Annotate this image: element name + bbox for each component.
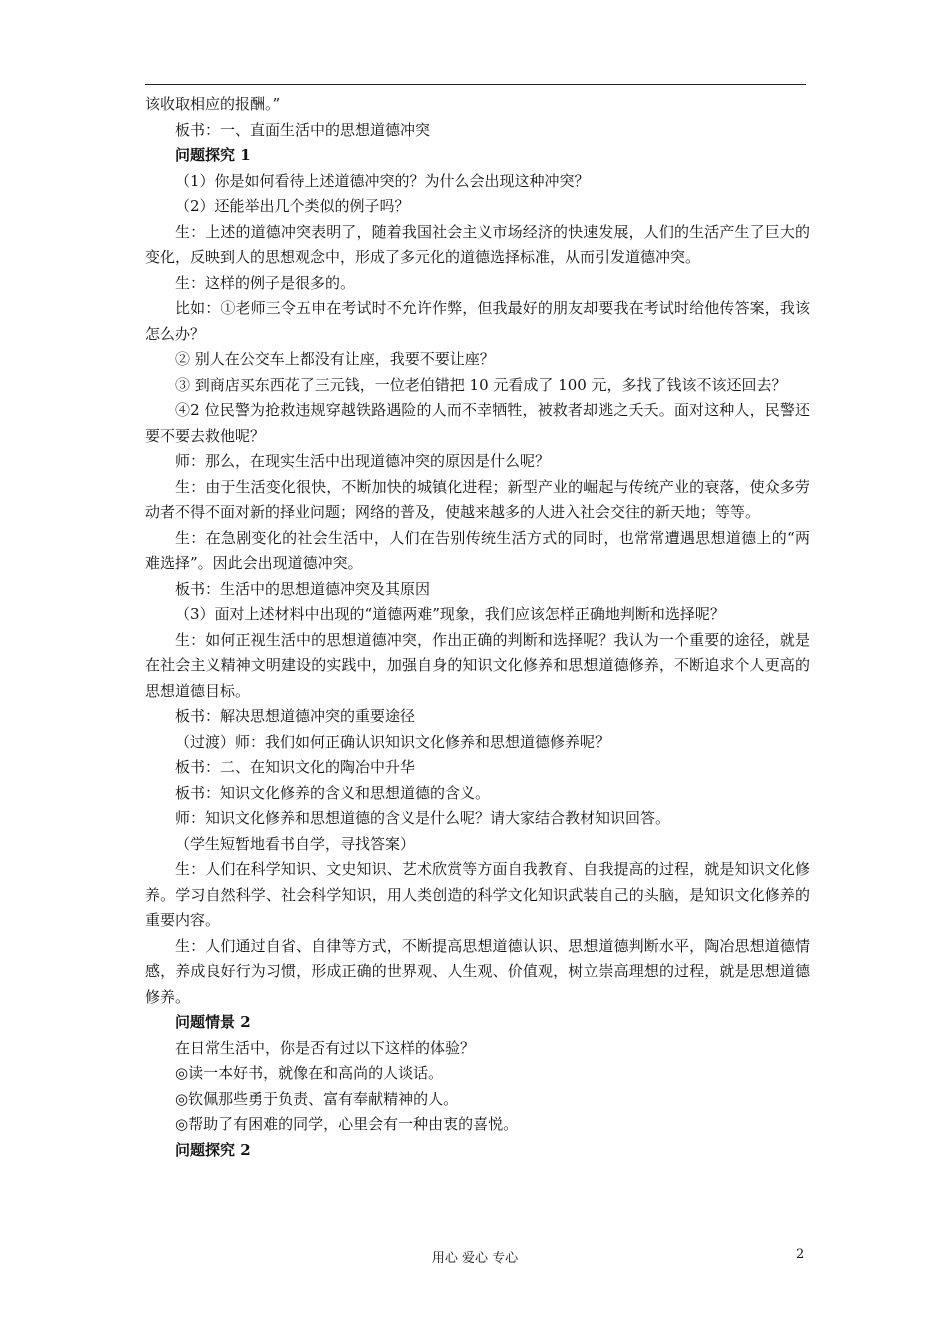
page-number: 2 (796, 1247, 805, 1262)
paragraph: （学生短暂地看书自学，寻找答案） (175, 834, 416, 853)
paragraph: 在日常生活中，你是否有过以下这样的体验？ (175, 1038, 476, 1057)
paragraph: 生：人们在科学知识、文史知识、艺术欣赏等方面自我教育、自我提高的过程，就是知识文化修养。学习自然科学、社会科学知识，用人类创造的科学文化知识武装自己的头脑，是知识文化修养的重要内容。 (145, 860, 810, 929)
paragraph: ◎帮助了有困难的同学，心里会有一种由衷的喜悦。 (175, 1115, 519, 1133)
paragraph: ④2 位民警为抢救违规穿越铁路遇险的人而不幸牺牲，被救者却逃之夭夭。面对这种人，民警还要不要去救他呢？ (145, 401, 810, 445)
document-body (145, 92, 810, 1163)
footer-slogan: 用心 爱心 专心 (431, 1251, 519, 1266)
paragraph: 生：在急剧变化的社会生活中，人们在告别传统生活方式的同时，也常常遭遇思想道德上的“两难选择”。因此会出现道德冲突。 (145, 528, 810, 572)
paragraph: 师：知识文化修养和思想道德的含义是什么呢？请大家结合教材知识回答。 (175, 809, 671, 827)
paragraph: 板书：知识文化修养的含义和思想道德的含义。 (175, 783, 491, 802)
paragraph: ◎读一本好书，就像在和高尚的人谈话。 (175, 1064, 444, 1082)
paragraph: （过渡）师：我们如何正确认识知识文化修养和思想道德修养呢？ (175, 732, 611, 751)
paragraph: 生：上述的道德冲突表明了，随着我国社会主义市场经济的快速发展，人们的生活产生了巨大的变化，反映到人的思想观念中，形成了多元化的道德选择标准，从而引发道德冲突。 (145, 222, 810, 266)
paragraph: 板书：一、直面生活中的思想道德冲突 (175, 120, 431, 139)
paragraph: 生：这样的例子是很多的。 (175, 273, 356, 292)
paragraph: 比如：①老师三令五申在考试时不允许作弊，但我最好的朋友却要我在考试时给他传答案，我该怎么办？ (145, 299, 810, 343)
paragraph: ② 别人在公交车上都没有让座，我要不要让座？ (175, 350, 495, 368)
paragraph: ◎钦佩那些勇于负责、富有奉献精神的人。 (175, 1089, 459, 1108)
paragraph: 生：由于生活变化很快，不断加快的城镇化进程；新型产业的崛起与传统产业的衰落，使众多劳动者不得不面对新的择业问题；网络的普及，使越来越多的人进入社会交往的新天地；等等。 (145, 477, 810, 521)
paragraph: 板书：生活中的思想道德冲突及其原因 (175, 579, 431, 598)
header-rule (145, 84, 806, 85)
paragraph: （3）面对上述材料中出现的“道德两难”现象，我们应该怎样正确地判断和选择呢？ (175, 605, 725, 623)
paragraph: 板书：二、在知识文化的陶冶中升华 (175, 758, 416, 776)
paragraph: 该收取相应的报酬。” (145, 95, 281, 113)
paragraph: （1）你是如何看待上述道德冲突的？为什么会出现这种冲突？ (175, 171, 590, 190)
paragraph: 生：人们通过自省、自律等方式，不断提高思想道德认识、思想道德判断水平，陶冶思想道德情感，养成良好行为习惯，形成正确的世界观、人生观、价值观，树立崇高理想的过程，就是思想道德修养。 (145, 936, 810, 1006)
paragraph: ③ 到商店买东西花了三元钱，一位老伯错把 10 元看成了 100 元，多找了钱该不该还回去？ (175, 375, 787, 394)
section-heading: 问题探究 2 (175, 1140, 251, 1159)
paragraph: 师：那么，在现实生活中出现道德冲突的原因是什么呢？ (175, 452, 551, 470)
paragraph: 生：如何正视生活中的思想道德冲突，作出正确的判断和选择呢？我认为一个重要的途径，就是在社会主义精神文明建设的实践中，加强自身的知识文化修养和思想道德修养，不断追求个人更高的思想道德目标。 (145, 630, 810, 700)
section-heading: 问题探究 1 (175, 146, 251, 164)
paragraph: 板书：解决思想道德冲突的重要途径 (175, 707, 416, 725)
paragraph: （2）还能举出几个类似的例子吗？ (175, 197, 410, 215)
section-heading: 问题情景 2 (175, 1013, 251, 1031)
